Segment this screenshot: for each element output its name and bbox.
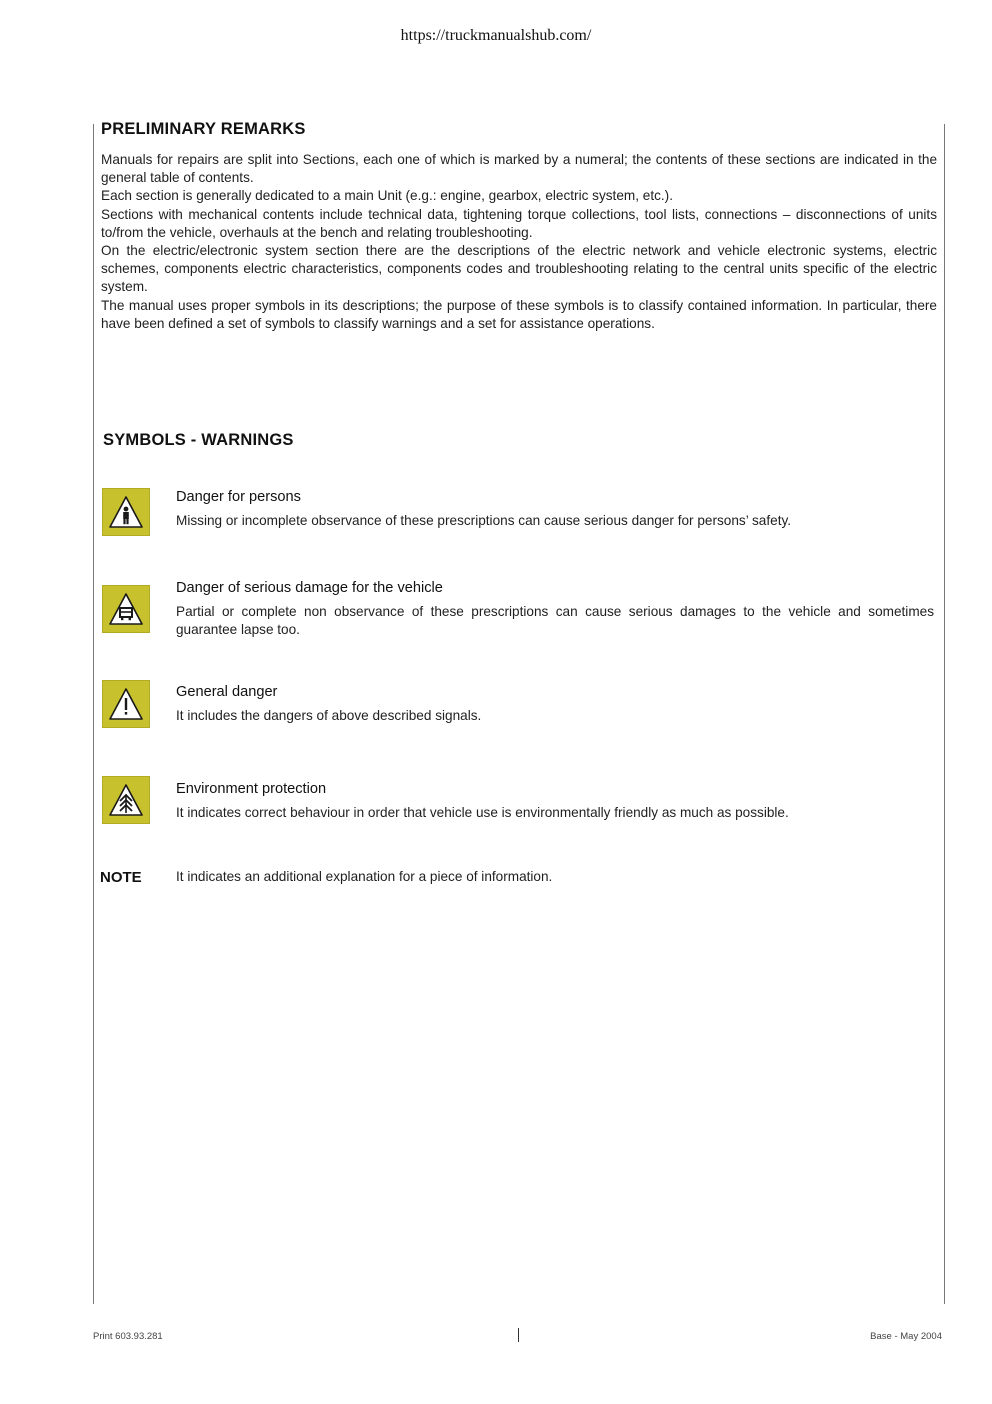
symbol-description: Missing or incomplete observance of these prescriptions can cause serious danger for persons’ safety. bbox=[176, 513, 792, 528]
right-margin-rule bbox=[944, 124, 945, 1304]
paragraph: Sections with mechanical contents include technical data, tightening torque collections, tool lists, connections – disconnections of units to/from the vehicle, overhauls at the bench and relating troubleshooting. bbox=[101, 206, 937, 240]
paragraph: On the electric/electronic system section there are the descriptions of the electric network and vehicle electronic systems, electric schemes, components electric characteristics, components codes and troubleshooting relating to the central units specific of the electric system. bbox=[101, 243, 937, 295]
paragraph: Each section is generally dedicated to a main Unit (e.g.: engine, gearbox, electric system, etc.). bbox=[101, 188, 673, 204]
footer-edition: Base - May 2004 bbox=[870, 1331, 942, 1342]
symbol-description: It includes the dangers of above described signals. bbox=[176, 708, 482, 723]
footer-divider bbox=[518, 1328, 519, 1342]
site-url: https://truckmanualshub.com/ bbox=[400, 27, 592, 44]
left-margin-rule bbox=[93, 124, 94, 1304]
note-text: It indicates an additional explanation for a piece of information. bbox=[176, 869, 553, 884]
symbol-description: It indicates correct behaviour in order that vehicle use is environmentally friendly as much as possible. bbox=[176, 805, 789, 820]
vehicle-damage-icon bbox=[102, 585, 150, 633]
preliminary-remarks-body bbox=[101, 151, 937, 333]
environment-icon bbox=[102, 776, 150, 824]
note-label: NOTE bbox=[100, 869, 142, 886]
footer-print-number: Print 603.93.281 bbox=[93, 1331, 163, 1342]
paragraph: Manuals for repairs are split into Sections, each one of which is marked by a numeral; the contents of these sections are indicated in the general table of contents. bbox=[101, 152, 937, 186]
symbol-title: Danger of serious damage for the vehicle bbox=[176, 580, 443, 596]
symbol-title: Environment protection bbox=[176, 781, 327, 797]
preliminary-remarks-heading: PRELIMINARY REMARKS bbox=[101, 120, 306, 138]
danger-persons-icon bbox=[102, 488, 150, 536]
general-danger-icon bbox=[102, 680, 150, 728]
symbols-warnings-heading: SYMBOLS - WARNINGS bbox=[103, 431, 294, 449]
symbol-description: Partial or complete non observance of these prescriptions can cause serious damages to the vehicle and sometimes guarantee lapse too. bbox=[176, 604, 934, 638]
symbol-title: Danger for persons bbox=[176, 489, 301, 505]
symbol-title: General danger bbox=[176, 684, 278, 700]
paragraph: The manual uses proper symbols in its descriptions; the purpose of these symbols is to classify contained information. In particular, there have been defined a set of symbols to classify warnings and a set for assistance operations. bbox=[101, 297, 937, 331]
